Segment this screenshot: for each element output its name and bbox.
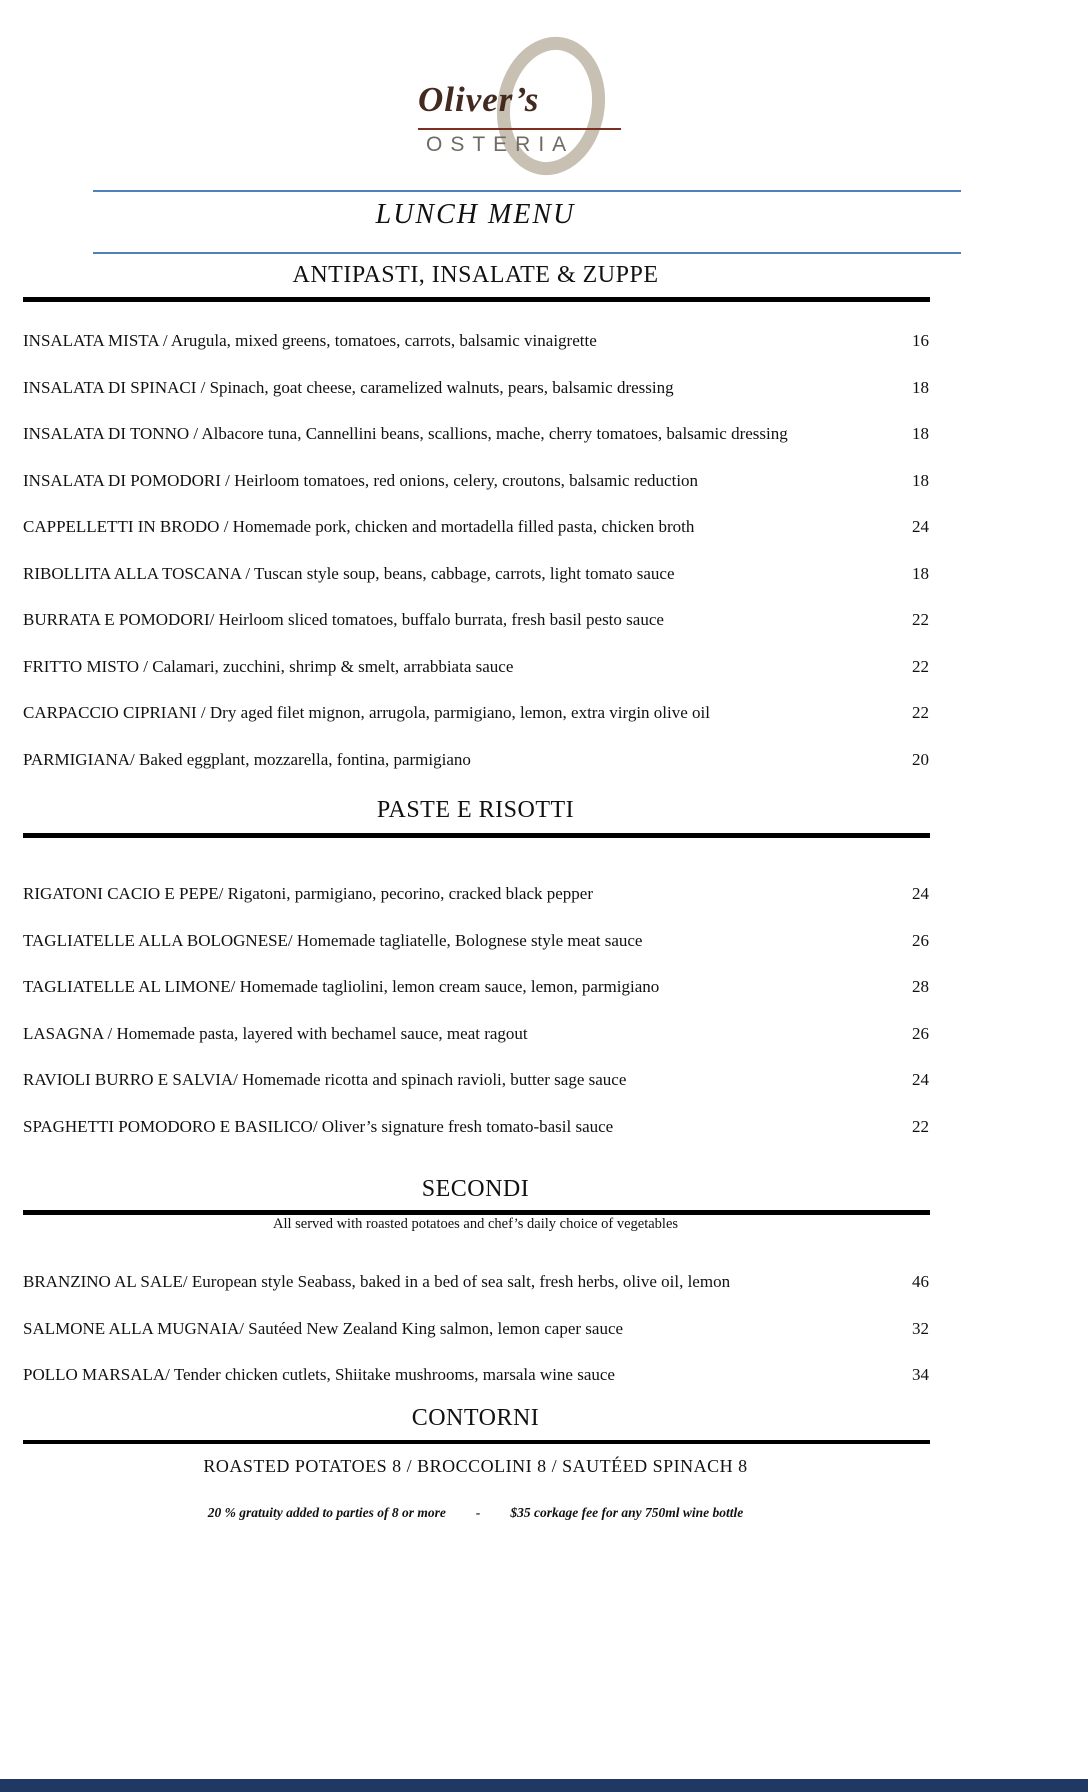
menu-item-price: 18 — [912, 377, 929, 397]
menu-item — [23, 378, 929, 425]
menu-item-price: 28 — [912, 977, 929, 996]
menu-item-price: 22 — [912, 703, 929, 722]
menu-item — [23, 1070, 929, 1117]
title-rule-bottom — [93, 252, 961, 254]
menu-item-text: TAGLIATELLE AL LIMONE/ Homemade tagliolini, lemon cream sauce, lemon, parmigiano — [23, 977, 660, 996]
menu-item-price: 20 — [912, 749, 929, 769]
menu-item-price: 32 — [912, 1318, 929, 1338]
menu-item — [23, 517, 929, 564]
logo-sub-text: OSTERIA — [426, 133, 575, 156]
menu-item — [23, 424, 929, 471]
menu-item — [23, 610, 929, 657]
logo-script-text: Oliver’s — [418, 80, 540, 119]
menu-item — [23, 331, 929, 378]
menu-item — [23, 750, 929, 797]
menu-item-text: CARPACCIO CIPRIANI / Dry aged filet mignon, arrugola, parmigiano, lemon, extra virgin olive oil — [23, 703, 710, 722]
section-rule-paste — [23, 833, 930, 838]
menu-item-price: 18 — [912, 563, 929, 583]
title-rule-top — [93, 190, 961, 192]
menu-item-price: 34 — [912, 1365, 929, 1384]
bottom-navy-bar — [0, 1779, 1088, 1792]
menu-item-price: 18 — [912, 424, 929, 443]
menu-item-price: 24 — [912, 517, 929, 536]
section-header-antipasti: ANTIPASTI, INSALATE & ZUPPE — [292, 262, 659, 288]
logo-divider-rule — [418, 128, 621, 130]
section-rule-contorni — [23, 1440, 930, 1444]
menu-item-text: BURRATA E POMODORI/ Heirloom sliced tomatoes, buffalo burrata, fresh basil pesto sauce — [23, 610, 664, 629]
menu-item — [23, 703, 929, 750]
antipasti-item-list — [23, 331, 929, 796]
contorni-items-line: ROASTED POTATOES 8 / BROCCOLINI 8 / SAUTÉED SPINACH 8 — [203, 1456, 748, 1476]
menu-item-text: TAGLIATELLE ALLA BOLOGNESE/ Homemade tagliatelle, Bolognese style meat sauce — [23, 930, 643, 950]
menu-item-price: 18 — [912, 470, 929, 490]
menu-item-price: 26 — [912, 1023, 929, 1043]
menu-item-price: 24 — [912, 884, 929, 903]
menu-item — [23, 931, 929, 978]
menu-item-text: LASAGNA / Homemade pasta, layered with bechamel sauce, meat ragout — [23, 1023, 528, 1043]
menu-item-price: 46 — [912, 1272, 929, 1291]
menu-item — [23, 977, 929, 1024]
section-header-contorni: CONTORNI — [411, 1405, 540, 1431]
restaurant-logo — [418, 34, 643, 179]
section-header-secondi: SECONDI — [421, 1176, 530, 1202]
footer-note — [23, 1505, 928, 1521]
section-header-paste: PASTE E RISOTTI — [376, 797, 575, 823]
footer-gratuity-text: 20 % gratuity added to parties of 8 or more — [207, 1505, 446, 1520]
paste-item-list — [23, 884, 929, 1163]
menu-item-price: 26 — [912, 930, 929, 950]
menu-item-text: PARMIGIANA/ Baked eggplant, mozzarella, fontina, parmigiano — [23, 749, 471, 769]
menu-item — [23, 657, 929, 704]
menu-item-text: CAPPELLETTI IN BRODO / Homemade pork, chicken and mortadella filled pasta, chicken broth — [23, 517, 695, 536]
menu-item — [23, 1319, 929, 1366]
menu-item — [23, 884, 929, 931]
menu-item-text: INSALATA DI SPINACI / Spinach, goat cheese, caramelized walnuts, pears, balsamic dressing — [23, 377, 674, 397]
menu-item-text: SALMONE ALLA MUGNAIA/ Sautéed New Zealand King salmon, lemon caper sauce — [23, 1318, 624, 1338]
menu-item-text: INSALATA DI TONNO / Albacore tuna, Cannellini beans, scallions, mache, cherry tomatoes, balsamic dressing — [23, 424, 788, 443]
footer-corkage-text: $35 corkage fee for any 750ml wine bottle — [510, 1505, 744, 1520]
menu-item — [23, 1024, 929, 1071]
page-title: LUNCH MENU — [375, 199, 576, 230]
menu-item-text: POLLO MARSALA/ Tender chicken cutlets, Shiitake mushrooms, marsala wine sauce — [23, 1365, 615, 1384]
menu-item-text: BRANZINO AL SALE/ European style Seabass, baked in a bed of sea salt, fresh herbs, olive oil, lemon — [23, 1272, 731, 1291]
menu-item-text: SPAGHETTI POMODORO E BASILICO/ Oliver’s signature fresh tomato-basil sauce — [23, 1116, 614, 1136]
menu-item — [23, 564, 929, 611]
menu-item-text: RIGATONI CACIO E PEPE/ Rigatoni, parmigiano, pecorino, cracked black pepper — [23, 884, 593, 903]
menu-item-text: INSALATA MISTA / Arugula, mixed greens, tomatoes, carrots, balsamic vinaigrette — [23, 331, 597, 350]
menu-item — [23, 471, 929, 518]
menu-item-text: INSALATA DI POMODORI / Heirloom tomatoes, red onions, celery, croutons, balsamic reduction — [23, 470, 699, 490]
menu-item-text: RAVIOLI BURRO E SALVIA/ Homemade ricotta and spinach ravioli, butter sage sauce — [23, 1070, 627, 1089]
menu-item-text: RIBOLLITA ALLA TOSCANA / Tuscan style soup, beans, cabbage, carrots, light tomato sauce — [23, 563, 675, 583]
menu-item-price: 22 — [912, 610, 929, 629]
menu-item — [23, 1117, 929, 1164]
menu-item-text: FRITTO MISTO / Calamari, zucchini, shrimp & smelt, arrabbiata sauce — [23, 656, 514, 676]
secondi-item-list — [23, 1272, 929, 1412]
section-rule-secondi — [23, 1210, 930, 1215]
section-rule-antipasti — [23, 297, 930, 302]
menu-item-price: 22 — [912, 656, 929, 676]
menu-item-price: 22 — [912, 1116, 929, 1136]
menu-item — [23, 1272, 929, 1319]
menu-item-price: 24 — [912, 1070, 929, 1089]
footer-separator: - — [475, 1505, 481, 1520]
menu-item-price: 16 — [912, 331, 929, 350]
secondi-subtitle: All served with roasted potatoes and chef’s daily choice of vegetables — [272, 1216, 679, 1232]
